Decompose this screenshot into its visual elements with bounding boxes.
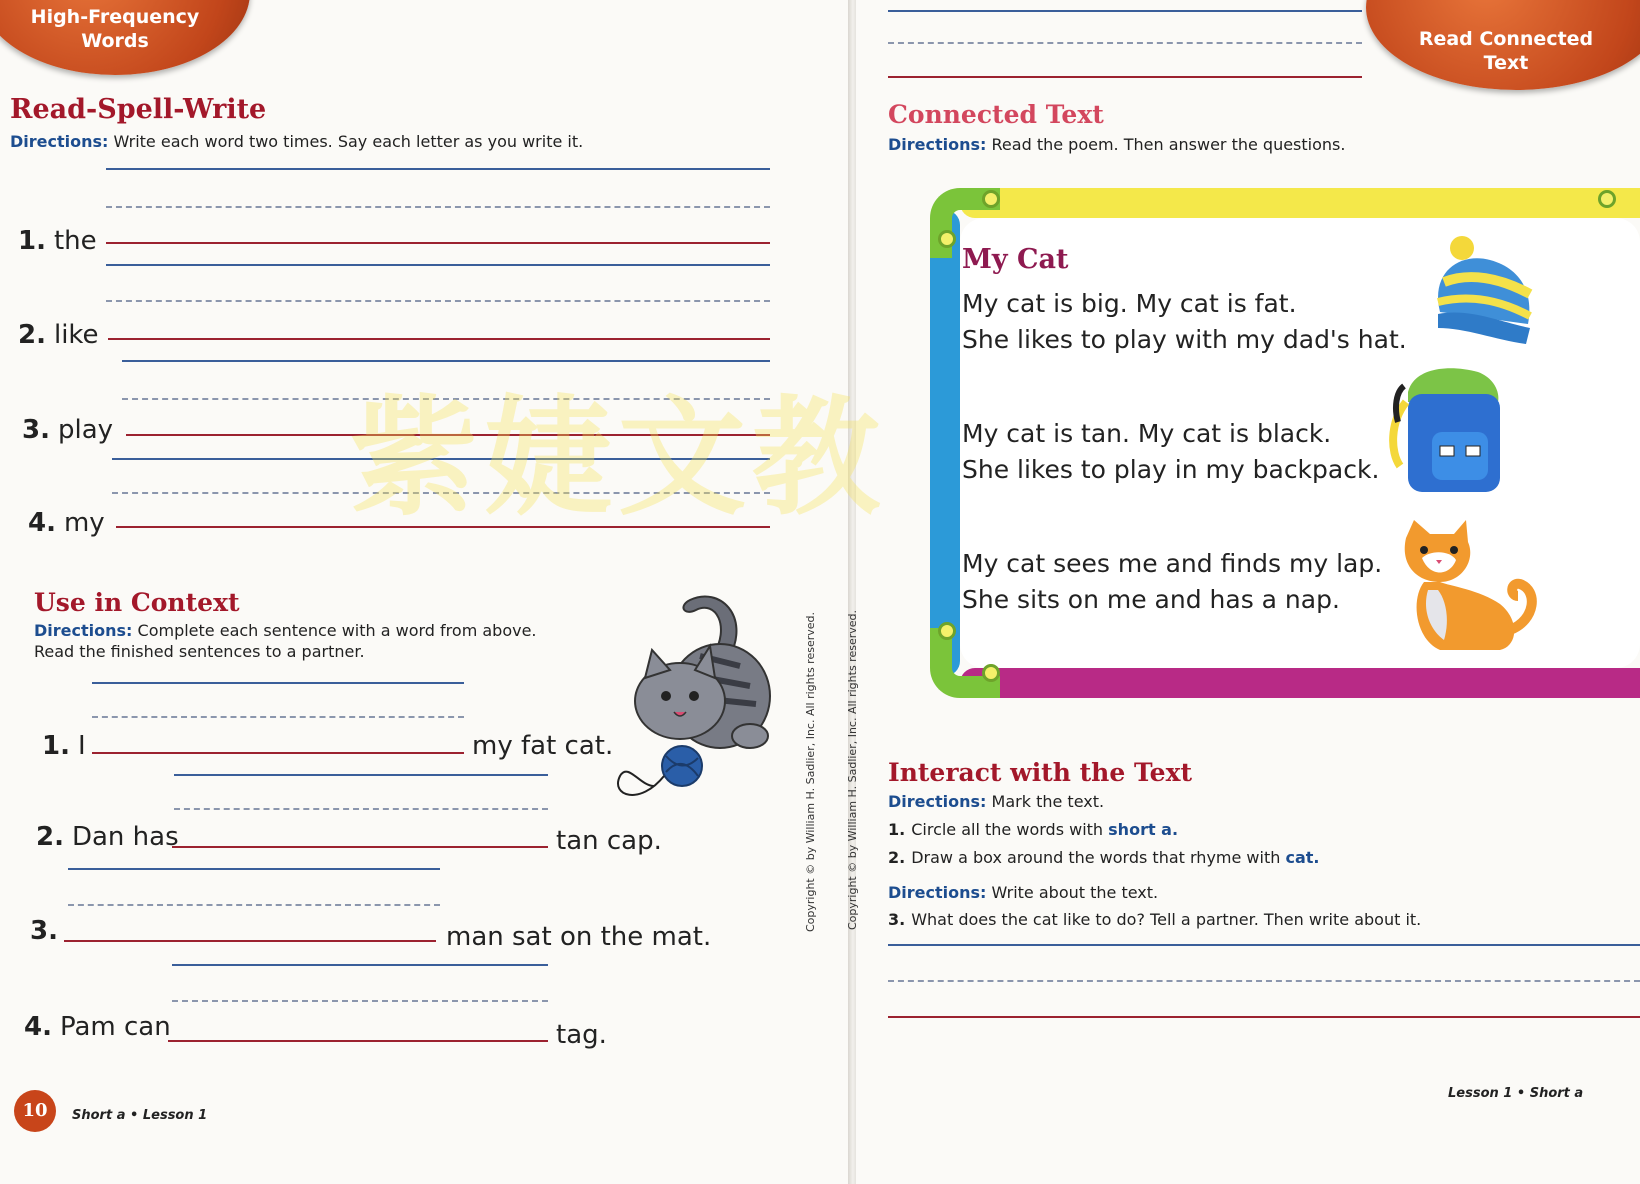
- writing-line-top[interactable]: [106, 168, 770, 170]
- writing-line-top[interactable]: [92, 682, 464, 684]
- watermark: 紫婕文教: [350, 384, 887, 533]
- writing-baseline[interactable]: [92, 752, 464, 754]
- item-number: 1.: [18, 226, 46, 256]
- directions-label: Directions:: [34, 621, 133, 640]
- badge-line2: Words: [81, 30, 149, 52]
- footer-right: Lesson 1: [142, 1108, 208, 1123]
- writing-line-top[interactable]: [888, 944, 1640, 946]
- rsw-item-1: [18, 226, 97, 256]
- poem-line: She likes to play with my dad's hat.: [962, 325, 1407, 354]
- writing-line-mid[interactable]: [172, 1000, 548, 1002]
- writing-line-mid[interactable]: [106, 206, 770, 208]
- frame-bolt: [982, 664, 1000, 682]
- writing-line-top[interactable]: [174, 774, 548, 776]
- directions-label: Directions:: [888, 792, 987, 811]
- poem-stanza-1: [962, 286, 1407, 358]
- right-footer: [1448, 1086, 1583, 1101]
- knit-hat-icon: [1430, 232, 1540, 347]
- question-number: 2.: [888, 848, 906, 867]
- use-in-context-title: Use in Context: [34, 588, 240, 617]
- poem-line: She sits on me and has a nap.: [962, 585, 1340, 614]
- item-word: the: [53, 226, 97, 256]
- footer-right: Short a: [1529, 1086, 1584, 1101]
- question-highlight: short a.: [1108, 820, 1179, 839]
- writing-line-mid[interactable]: [888, 980, 1640, 982]
- question-number: 1.: [888, 820, 906, 839]
- orange-cat-icon: [1400, 520, 1540, 660]
- directions-text: Read the poem. Then answer the questions.: [991, 135, 1346, 154]
- item-number: 4.: [28, 508, 56, 538]
- question-1: [888, 820, 1178, 839]
- writing-baseline[interactable]: [108, 338, 770, 340]
- directions-label: Directions:: [10, 132, 109, 151]
- poem-title: My Cat: [962, 244, 1069, 275]
- frame-bolt: [1598, 190, 1616, 208]
- sentence-before: I: [77, 731, 86, 761]
- copyright-notice: Copyright © by William H. Sadlier, Inc. All rights reserved.: [846, 609, 859, 930]
- connected-text-title: Connected Text: [888, 100, 1104, 129]
- interact-title: Interact with the Text: [888, 758, 1193, 787]
- backpack-icon: [1388, 362, 1508, 497]
- badge-line1: Read Connected: [1418, 28, 1594, 50]
- read-connected-text-badge: [1366, 0, 1640, 90]
- footer-left: Short a: [72, 1108, 126, 1123]
- gray-cat-with-yarn-illustration: [600, 586, 780, 816]
- uic-sentence-2-start: [36, 822, 179, 852]
- question-text: What does the cat like to do? Tell a partner. Then write about it.: [911, 910, 1422, 929]
- footer-left: Lesson 1: [1448, 1086, 1513, 1101]
- rsw-item-2: [18, 320, 99, 350]
- writing-line-mid[interactable]: [106, 300, 770, 302]
- item-word: like: [53, 320, 99, 350]
- poem-line: My cat is tan. My cat is black.: [962, 419, 1332, 448]
- sentence-after: man sat on the mat.: [446, 922, 712, 952]
- rsw-item-3: [22, 415, 113, 445]
- writing-baseline[interactable]: [172, 846, 548, 848]
- footer-sep: •: [130, 1108, 139, 1123]
- poem-line: My cat sees me and finds my lap.: [962, 549, 1383, 578]
- item-number: 3.: [22, 415, 50, 445]
- frame-bolt: [938, 230, 956, 248]
- item-word: play: [57, 415, 114, 445]
- frame-bolt: [938, 622, 956, 640]
- interact-directions-1: [888, 792, 1104, 811]
- directions-label: Directions:: [888, 883, 987, 902]
- uic-sentence-1-start: [42, 731, 86, 761]
- item-number: 3.: [30, 916, 58, 946]
- uic-directions-2: Read the finished sentences to a partner.: [34, 642, 365, 661]
- sentence-after: tag.: [556, 1020, 607, 1050]
- item-number: 4.: [24, 1012, 52, 1042]
- question-highlight: cat.: [1285, 848, 1320, 867]
- writing-baseline[interactable]: [106, 242, 770, 244]
- footer-sep: •: [1516, 1086, 1526, 1101]
- writing-baseline[interactable]: [168, 1040, 548, 1042]
- interact-directions-2: [888, 883, 1158, 902]
- directions-text: Mark the text.: [991, 792, 1105, 811]
- writing-baseline[interactable]: [64, 940, 436, 942]
- item-word: my: [63, 508, 105, 538]
- badge-line2: Text: [1483, 52, 1529, 74]
- question-3: [888, 910, 1421, 929]
- item-number: 2.: [36, 822, 64, 852]
- question-text: Draw a box around the words that rhyme with: [911, 848, 1281, 867]
- writing-line-mid[interactable]: [92, 716, 464, 718]
- ct-directions: [888, 135, 1345, 154]
- writing-baseline[interactable]: [888, 1016, 1640, 1018]
- page-number: 10: [14, 1090, 56, 1132]
- frame-bolt: [982, 190, 1000, 208]
- directions-text: Write about the text.: [991, 883, 1159, 902]
- directions-text: Complete each sentence with a word from above.: [137, 621, 537, 640]
- question-number: 3.: [888, 910, 906, 929]
- question-text: Circle all the words with: [911, 820, 1104, 839]
- poem-line: My cat is big. My cat is fat.: [962, 289, 1297, 318]
- poem-stanza-3: [962, 546, 1382, 618]
- poem-line: She likes to play in my backpack.: [962, 455, 1380, 484]
- writing-line-top[interactable]: [106, 264, 770, 266]
- rsw-item-4: [28, 508, 105, 538]
- writing-line-mid[interactable]: [68, 904, 440, 906]
- sentence-before: Dan has: [71, 822, 179, 852]
- copyright-notice: Copyright © by William H. Sadlier, Inc. All rights reserved.: [804, 611, 817, 932]
- uic-sentence-3-start: [30, 916, 66, 946]
- poem-stanza-2: [962, 416, 1379, 488]
- sentence-before: Pam can: [59, 1012, 171, 1042]
- item-number: 1.: [42, 731, 70, 761]
- directions-label: Directions:: [888, 135, 987, 154]
- writing-line-top[interactable]: [68, 868, 440, 870]
- question-2: [888, 848, 1319, 867]
- rsw-directions: [10, 132, 583, 151]
- sentence-after: my fat cat.: [472, 731, 614, 761]
- writing-line-top[interactable]: [888, 10, 1362, 12]
- left-footer: [72, 1108, 207, 1123]
- badge-line1: High-Frequency: [30, 6, 200, 28]
- writing-line-mid[interactable]: [174, 808, 548, 810]
- writing-line-top[interactable]: [172, 964, 548, 966]
- directions-text: Write each word two times. Say each letter as you write it.: [113, 132, 584, 151]
- read-spell-write-title: Read-Spell-Write: [10, 94, 267, 125]
- sentence-after: tan cap.: [556, 826, 662, 856]
- uic-directions-1: [34, 621, 537, 640]
- item-number: 2.: [18, 320, 46, 350]
- writing-line-mid[interactable]: [888, 42, 1362, 44]
- writing-baseline[interactable]: [888, 76, 1362, 78]
- uic-sentence-4-start: [24, 1012, 171, 1042]
- high-frequency-badge: [0, 0, 250, 75]
